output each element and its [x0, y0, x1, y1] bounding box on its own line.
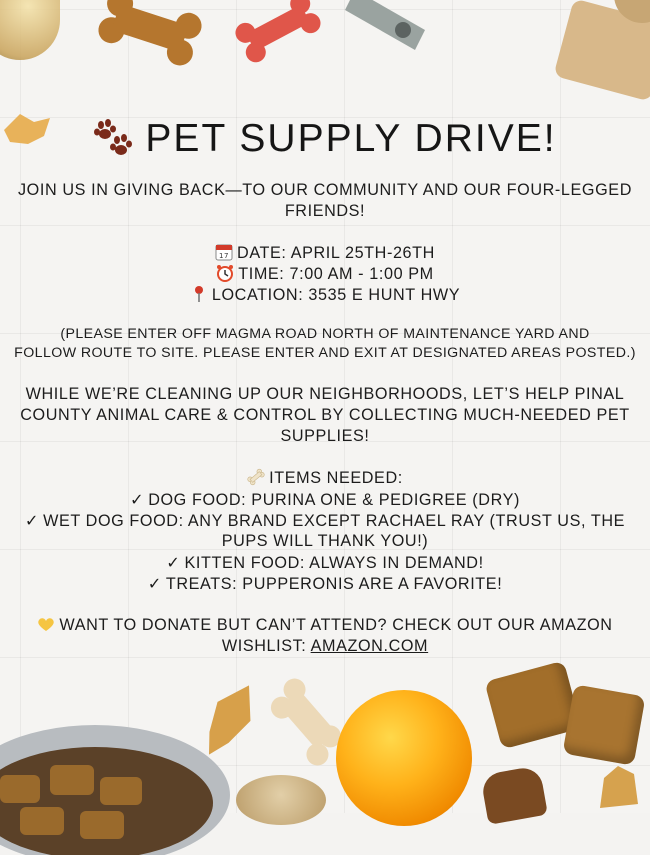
- directions-line-1: (PLEASE ENTER OFF MAGMA ROAD NORTH OF MAINTENANCE YARD AND: [60, 326, 590, 342]
- item-line: [0, 510, 650, 532]
- items-heading-text: ITEMS NEEDED:: [269, 469, 403, 487]
- donate-text-1: WANT TO DONATE BUT CAN’T ATTEND? CHECK OUT OUR AMAZON: [59, 616, 613, 634]
- alarm-clock-icon: [216, 264, 234, 282]
- location-text: LOCATION: 3535 E HUNT HWY: [211, 286, 461, 304]
- page-title: PET SUPPLY DRIVE!: [145, 117, 557, 160]
- yarn-ball-toy-decoration: [336, 690, 472, 826]
- bone-icon: [247, 468, 265, 486]
- rope-toy-decoration: [552, 0, 650, 100]
- cleanup-line-1: WHILE WE’RE CLEANING UP OUR NEIGHBORHOODS, LET’S HELP PINAL: [25, 385, 625, 403]
- time-text: TIME: 7:00 AM - 1:00 PM: [238, 265, 434, 283]
- donate-line-1: [0, 615, 650, 636]
- svg-text:17: 17: [218, 252, 230, 260]
- check-icon: ✓: [147, 574, 162, 593]
- check-icon: ✓: [24, 511, 40, 530]
- intro-line-2: FRIENDS!: [284, 202, 366, 220]
- animal-biscuit-decoration: [590, 758, 646, 814]
- date-text: DATE: APRIL 25TH-26TH: [237, 244, 435, 262]
- item-text: DOG FOOD: PURINA ONE & PEDIGREE (DRY): [148, 491, 520, 509]
- cleanup-line-2: COUNTY ANIMAL CARE & CONTROL BY COLLECTING MUCH-NEEDED PET: [20, 406, 630, 424]
- items-heading: [0, 468, 650, 489]
- cookie-decoration: [236, 775, 326, 825]
- location-pin-icon: [190, 285, 208, 303]
- donate-line-2: [0, 636, 650, 657]
- item-line: [0, 552, 650, 574]
- directions-line-2: FOLLOW ROUTE TO SITE. PLEASE ENTER AND EXIT AT DESIGNATED AREAS POSTED.): [14, 345, 636, 361]
- item-line: [0, 573, 650, 595]
- check-icon: ✓: [130, 490, 145, 509]
- yellow-heart-icon: [37, 615, 55, 633]
- location-line: [0, 285, 650, 306]
- title-row: [0, 117, 650, 161]
- paw-prints-icon: [93, 119, 133, 159]
- item-line-continued: PUPS WILL THANK YOU!): [221, 532, 429, 550]
- item-text: KITTEN FOOD: ALWAYS IN DEMAND!: [184, 554, 484, 572]
- calendar-icon: [215, 243, 233, 261]
- kibble-decoration: [562, 684, 645, 765]
- nail-clipper-decoration: [345, 0, 435, 60]
- item-text: WET DOG FOOD: ANY BRAND EXCEPT RACHAEL RAY (TRUST US, THE: [43, 512, 626, 530]
- donate-text-2: WISHLIST:: [221, 637, 311, 655]
- amazon-wishlist-link[interactable]: AMAZON.COM: [310, 637, 429, 655]
- date-line: [0, 243, 650, 264]
- item-text: TREATS: PUPPERONIS ARE A FAVORITE!: [165, 575, 503, 593]
- time-line: [0, 264, 650, 285]
- check-icon: ✓: [166, 553, 181, 572]
- item-line: [0, 489, 650, 511]
- cleanup-line-3: SUPPLIES!: [280, 427, 370, 445]
- intro-line-1: JOIN US IN GIVING BACK—TO OUR COMMUNITY AND OUR FOUR-LEGGED: [17, 181, 632, 199]
